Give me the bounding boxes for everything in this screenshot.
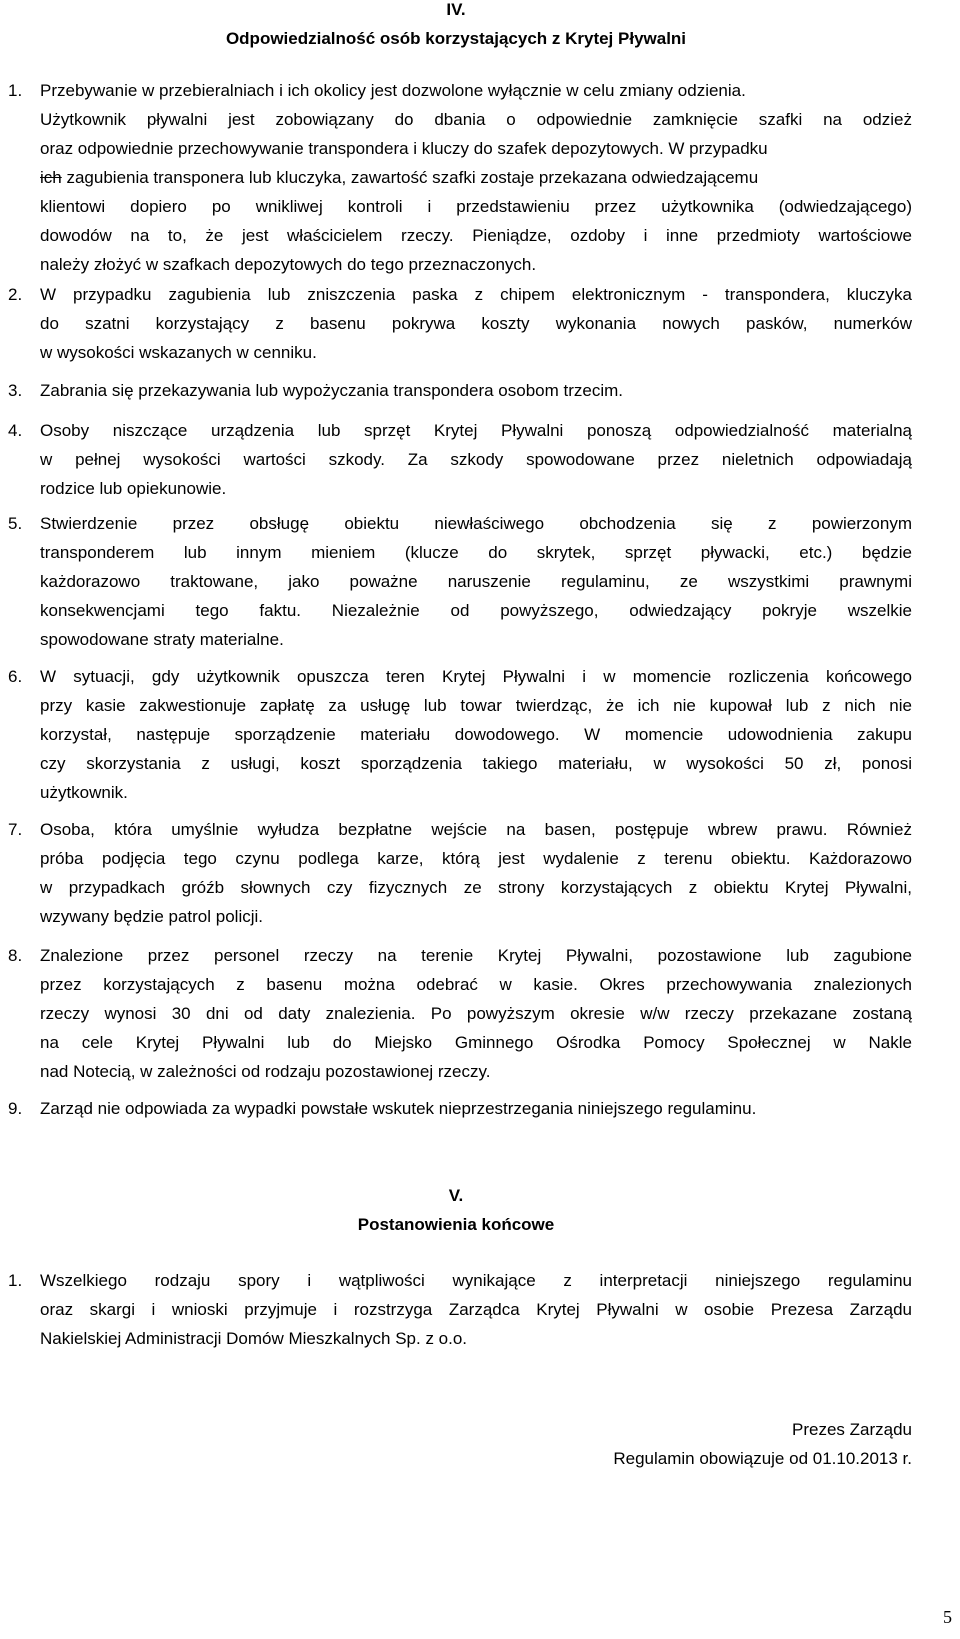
text-line-rest: zagubienia transponera lub kluczyka, zawartość szafki zostaje przekazana odwiedzającemu	[66, 168, 759, 187]
text-line: w pełnej wysokości wartości szkody. Za szkody spowodowane przez nieletnich odpowiadają	[40, 450, 912, 469]
section-4-item-9	[40, 1094, 912, 1123]
text-line: czy skorzystania z usługi, koszt sporządzenia takiego materiału, w wysokości 50 zł, ponosi	[40, 754, 912, 773]
section-5-title: Postanowienia końcowe	[357, 1215, 555, 1234]
signature-role: Prezes Zarządu	[792, 1420, 912, 1439]
section-5-item-1	[40, 1266, 912, 1353]
text-line: rodzice lub opiekunowie.	[40, 479, 227, 498]
item-number: 3.	[8, 381, 23, 400]
section-4-item-3	[40, 376, 912, 405]
text-line: spowodowane straty materialne.	[40, 630, 284, 649]
text-line: na cele Krytej Pływalni lub do Miejsko Gminnego Ośrodka Pomocy Społecznej w Nakle	[40, 1033, 912, 1052]
text-line: Stwierdzenie przez obsługę obiektu niewłaściwego obchodzenia się z powierzonym	[40, 514, 912, 533]
text-line: nad Notecią, w zależności od rodzaju pozostawionej rzeczy.	[40, 1062, 491, 1081]
text-line: próba podjęcia tego czynu podlega karze, którą jest wydalenie z terenu obiektu. Każdorazowo	[40, 849, 912, 868]
text-line: użytkownik.	[40, 783, 128, 802]
text-line: Wszelkiego rodzaju spory i wątpliwości wynikające z interpretacji niniejszego regulaminu	[40, 1271, 912, 1290]
page-number: 5	[943, 1607, 952, 1627]
section-4-item-1	[40, 76, 912, 279]
section-4-item-7	[40, 815, 912, 931]
section-4-item-4	[40, 416, 912, 503]
section-4-number: IV.	[446, 0, 466, 19]
text-line: wzywany będzie patrol policji.	[40, 907, 263, 926]
text-line: Osoba, która umyślnie wyłudza bezpłatne wejście na basen, postępuje wbrew prawu. Również	[40, 820, 912, 839]
text-line: klientowi dopiero po wnikliwej kontroli i przedstawieniu przez użytkownika (odwiedzającego)	[40, 197, 912, 216]
section-4-item-8	[40, 941, 912, 1086]
text-line: do szatni korzystający z basenu pokrywa koszty wykonania nowych pasków, numerków	[40, 314, 912, 333]
text-line: Zarząd nie odpowiada za wypadki powstałe wskutek nieprzestrzegania niniejszego regulaminu.	[40, 1099, 757, 1118]
text-line: w przypadkach gróźb słownych czy fizycznych ze strony korzystających z obiektu Krytej Pływalni,	[40, 878, 912, 897]
struck-word: ich	[40, 168, 62, 187]
text-line: korzystał, następuje sporządzenie materiału dowodowego. W momencie udowodnienia zakupu	[40, 725, 912, 744]
section-5-number: V.	[448, 1186, 464, 1205]
text-line: Znalezione przez personel rzeczy na terenie Krytej Pływalni, pozostawione lub zagubione	[40, 946, 912, 965]
text-line: transponderem lub innym mieniem (klucze do skrytek, sprzęt pływacki, etc.) będzie	[40, 543, 912, 562]
item-number: 4.	[8, 421, 23, 440]
section-4-title: Odpowiedzialność osób korzystających z Krytej Pływalni	[225, 29, 687, 48]
text-line: oraz skargi i wnioski przyjmuje i rozstrzyga Zarządca Krytej Pływalni w osobie Prezesa Zarządu	[40, 1300, 912, 1319]
text-line: rzeczy wynosi 30 dni od daty znalezienia. Po powyższym okresie w/w rzeczy przekazane zostaną	[40, 1004, 912, 1023]
text-line	[40, 163, 912, 192]
item-number: 2.	[8, 285, 23, 304]
text-line: Przebywanie w przebieralniach i ich okolicy jest dozwolone wyłącznie w celu zmiany odzienia.	[40, 81, 746, 100]
item-number: 8.	[8, 946, 23, 965]
text-line: przez korzystających z basenu można odebrać w kasie. Okres przechowywania znalezionych	[40, 975, 912, 994]
text-line: W sytuacji, gdy użytkownik opuszcza teren Krytej Pływalni i w momencie rozliczenia końcowego	[40, 667, 912, 686]
text-line: należy złożyć w szafkach depozytowych do tego przeznaczonych.	[40, 255, 537, 274]
item-number: 9.	[8, 1099, 23, 1118]
section-4-item-5	[40, 509, 912, 654]
text-line: Osoby niszczące urządzenia lub sprzęt Krytej Pływalni ponoszą odpowiedzialność materialną	[40, 421, 912, 440]
text-line: Nakielskiej Administracji Domów Mieszkalnych Sp. z o.o.	[40, 1329, 468, 1348]
text-line: dowodów na to, że jest właścicielem rzeczy. Pieniądze, ozdoby i inne przedmioty wartościowe	[40, 226, 912, 245]
text-line: każdorazowo traktowane, jako poważne naruszenie regulaminu, ze wszystkimi prawnymi	[40, 572, 912, 591]
item-number: 1.	[8, 81, 23, 100]
item-number: 6.	[8, 667, 23, 686]
item-number: 7.	[8, 820, 23, 839]
section-4-item-2	[40, 280, 912, 367]
effective-date: Regulamin obowiązuje od 01.10.2013 r.	[613, 1449, 912, 1468]
section-4-item-6	[40, 662, 912, 807]
text-line: Użytkownik pływalni jest zobowiązany do dbania o odpowiednie zamknięcie szafki na odzież	[40, 110, 912, 129]
text-line: Zabrania się przekazywania lub wypożyczania transpondera osobom trzecim.	[40, 381, 624, 400]
text-line: W przypadku zagubienia lub zniszczenia paska z chipem elektronicznym - transpondera, kluczyka	[40, 285, 912, 304]
text-line: konsekwencjami tego faktu. Niezależnie od powyższego, odwiedzający pokryje wszelkie	[40, 601, 912, 620]
text-line: w wysokości wskazanych w cenniku.	[40, 343, 317, 362]
text-line: oraz odpowiednie przechowywanie transpondera i kluczy do szafek depozytowych. W przypadku	[40, 139, 768, 158]
item-number: 1.	[8, 1271, 23, 1290]
item-number: 5.	[8, 514, 23, 533]
text-line: przy kasie zakwestionuje zapłatę za usługę lub towar twierdząc, że ich nie kupował lub z nich nie	[40, 696, 912, 715]
